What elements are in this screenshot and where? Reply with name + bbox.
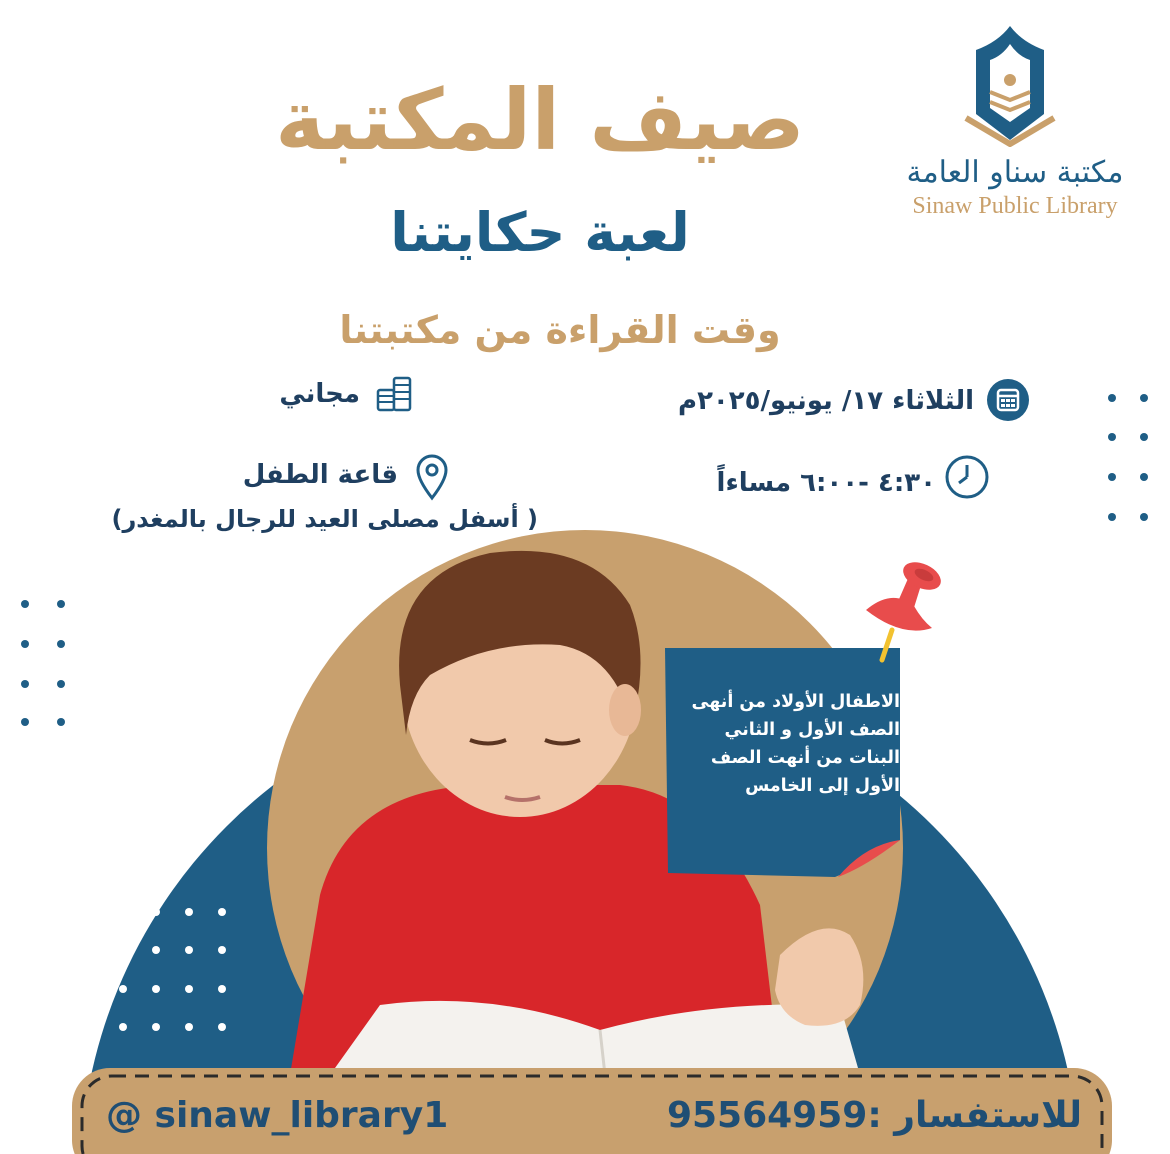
event-fee: مجاني [279, 379, 360, 409]
event-date: الثلاثاء ١٧/ يونيو/٢٠٢٥م [678, 386, 974, 416]
eligibility-line-3: البنات من أنهت الصف [710, 748, 900, 768]
eligibility-line-1: الاطفال الأولاد من أنهى [691, 692, 900, 712]
boy-hand [775, 928, 863, 1026]
dots-left [21, 600, 65, 726]
event-venue-note: ( أسفل مصلى العيد للرجال بالمغدر) [111, 505, 538, 533]
push-pin-icon [862, 558, 952, 668]
event-time: ٤:٣٠ -٦:٠٠ مساءاً [716, 468, 936, 498]
eligibility-line-2: الصف الأول و الثاني [724, 720, 900, 740]
event-venue: قاعة الطفل [242, 460, 398, 490]
logo-english-name: Sinaw Public Library [912, 193, 1118, 219]
event-subtitle: لعبة حكايتنا [390, 201, 690, 264]
eligibility-line-4: الأول إلى الخامس [745, 776, 900, 796]
library-logo-mark [960, 22, 1060, 147]
page-title: صيف المكتبة [275, 71, 805, 169]
social-handle[interactable]: @ sinaw_library1 [106, 1095, 449, 1136]
clock-icon [943, 453, 991, 501]
logo-arabic-name: مكتبة سناو العامة [906, 155, 1124, 190]
eligibility-text [668, 688, 900, 800]
coins-icon [372, 372, 416, 414]
calendar-icon [985, 377, 1031, 423]
location-pin-icon [414, 452, 450, 502]
contact-phone[interactable]: للاستفسار :95564959 [666, 1095, 1082, 1136]
event-tagline: وقت القراءة من مكتبتنا [339, 308, 781, 352]
dots-top-right [1108, 394, 1148, 521]
